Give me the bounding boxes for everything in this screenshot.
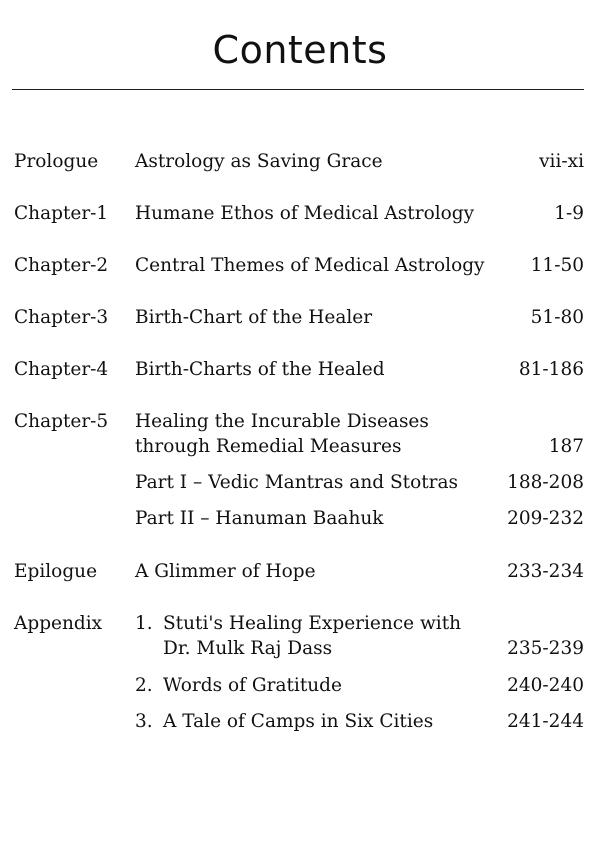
appendix-item-number: 2. [135,675,153,696]
appendix-item-pages: 235-239 [507,638,584,659]
appendix-item-title-line-1: Stuti's Healing Experience with [163,613,462,634]
entry-title: Birth-Charts of the Healed [135,359,385,380]
subentry-pages: 209-232 [507,508,584,529]
entry-pages: 187 [548,436,584,457]
entry-label: Chapter-5 [14,411,109,432]
subentry-pages: 188-208 [507,472,584,493]
entry-label: Prologue [14,151,99,172]
entry-label: Chapter-4 [14,359,109,380]
entry-title: A Glimmer of Hope [135,561,316,582]
entry-pages: 11-50 [530,255,584,276]
entry-title-line-1: Healing the Incurable Diseases [135,411,429,432]
entry-pages: 51-80 [530,307,584,328]
entry-title-line-2: through Remedial Measures [135,436,402,457]
appendix-item-pages: 240-240 [507,675,584,696]
page-title: Contents [212,28,388,72]
appendix-item-number: 1. [135,613,153,634]
entry-title: Astrology as Saving Grace [135,151,383,172]
entry-label: Chapter-3 [14,307,109,328]
entry-pages: 1-9 [554,203,584,224]
entry-title: Birth-Chart of the Healer [135,307,373,328]
entry-title: Humane Ethos of Medical Astrology [135,203,475,224]
appendix-item-title: A Tale of Camps in Six Cities [163,711,434,732]
entry-label: Chapter-2 [14,255,109,276]
entry-label: Chapter-1 [14,203,109,224]
appendix-item-title: Words of Gratitude [163,675,342,696]
entry-label-appendix: Appendix [14,613,103,634]
entry-title: Central Themes of Medical Astrology [135,255,485,276]
entry-pages: vii-xi [539,151,584,172]
entry-label: Epilogue [14,561,98,582]
subentry-title: Part I – Vedic Mantras and Stotras [135,472,459,493]
appendix-item-number: 3. [135,711,153,732]
entry-pages: 81-186 [518,359,584,380]
appendix-item-title-line-2: Dr. Mulk Raj Dass [163,638,333,659]
appendix-item-pages: 241-244 [507,711,584,732]
subentry-title: Part II – Hanuman Baahuk [135,508,384,529]
entry-pages: 233-234 [507,561,584,582]
